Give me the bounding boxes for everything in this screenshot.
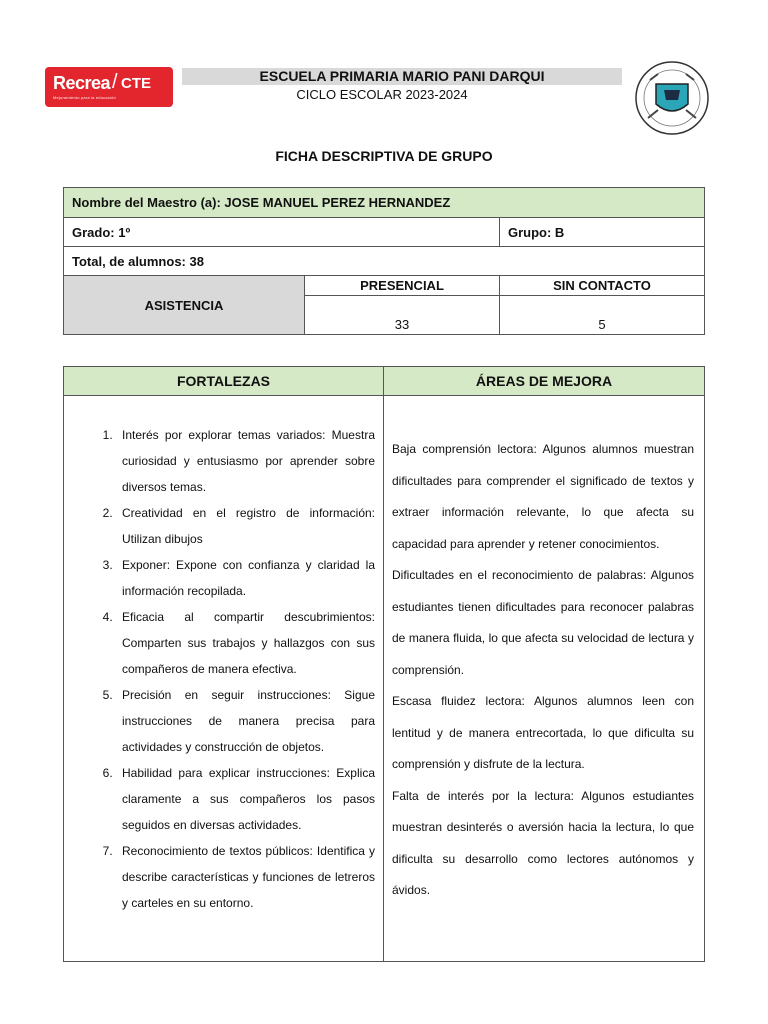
list-item: 3. Exponer: Expone con confianza y claridad la información recopilada. bbox=[116, 552, 375, 604]
document-title: FICHA DESCRIPTIVA DE GRUPO bbox=[275, 148, 493, 164]
grade: Grado: 1º bbox=[64, 218, 500, 247]
list-item: 1. Interés por explorar temas variados: Muestra curiosidad y entusiasmo por aprender sobre diversos temas. bbox=[116, 422, 375, 500]
list-item: 6. Habilidad para explicar instrucciones: Explica claramente a sus compañeros los pasos seguidos en diversas actividades. bbox=[116, 760, 375, 838]
list-item: 5. Precisión en seguir instrucciones: Sigue instrucciones de manera precisa para actividades y construcción de objetos. bbox=[116, 682, 375, 760]
recrea-cte-logo bbox=[45, 67, 173, 107]
list-item: 7. Reconocimiento de textos públicos: Identifica y describe características y funciones de letreros y carteles en su entorno. bbox=[116, 838, 375, 916]
fortalezas-list bbox=[72, 422, 375, 916]
areas-list bbox=[392, 434, 696, 907]
fortalezas-heading: FORTALEZAS bbox=[64, 367, 384, 396]
strengths-improvement-table bbox=[63, 366, 705, 962]
group-info-table bbox=[63, 187, 705, 335]
group: Grupo: B bbox=[500, 218, 705, 247]
logo-brand: Recrea bbox=[53, 73, 111, 93]
logo-slash: / bbox=[112, 71, 118, 93]
presencial-value: 33 bbox=[305, 296, 500, 335]
list-item: 2. Creatividad en el registro de información: Utilizan dibujos bbox=[116, 500, 375, 552]
logo-sub: CTE bbox=[121, 75, 151, 92]
attendance-label: ASISTENCIA bbox=[64, 276, 305, 335]
school-name: ESCUELA PRIMARIA MARIO PANI DARQUI bbox=[259, 68, 545, 84]
fortalezas-cell bbox=[64, 396, 384, 962]
sin-contacto-value: 5 bbox=[500, 296, 705, 335]
logo-tagline: Mejoramiento para la educación bbox=[53, 95, 116, 100]
school-cycle: CICLO ESCOLAR 2023-2024 bbox=[296, 87, 468, 102]
list-item: Baja comprensión lectora: Algunos alumnos muestran dificultades para comprender el significado de textos y extraer información relevante, lo que afecta su capacidad para aprender y retener conocimientos. bbox=[392, 442, 694, 551]
teacher-name: Nombre del Maestro (a): JOSE MANUEL PEREZ HERNANDEZ bbox=[64, 188, 705, 218]
areas-heading: ÁREAS DE MEJORA bbox=[384, 367, 705, 396]
list-item: Falta de interés por la lectura: Algunos estudiantes muestran desinterés o aversión hacia la lectura, lo que dificulta su desarrollo como lectores autónomos y ávidos. bbox=[392, 788, 694, 897]
school-seal-icon bbox=[634, 60, 710, 136]
list-item: Escasa fluidez lectora: Algunos alumnos leen con lentitud y de manera entrecortada, lo que dificulta su comprensión y disfrute de la lectura. bbox=[392, 694, 694, 771]
sin-contacto-label: SIN CONTACTO bbox=[500, 276, 705, 296]
areas-cell bbox=[384, 396, 705, 962]
total-students: Total, de alumnos: 38 bbox=[64, 247, 705, 276]
list-item: Dificultades en el reconocimiento de palabras: Algunos estudiantes tienen dificultades para reconocer palabras de manera fluida, lo que afecta su velocidad de lectura y comprensión. bbox=[392, 568, 694, 677]
presencial-label: PRESENCIAL bbox=[305, 276, 500, 296]
list-item: 4. Eficacia al compartir descubrimientos: Comparten sus trabajos y hallazgos con sus compañeros de manera efectiva. bbox=[116, 604, 375, 682]
